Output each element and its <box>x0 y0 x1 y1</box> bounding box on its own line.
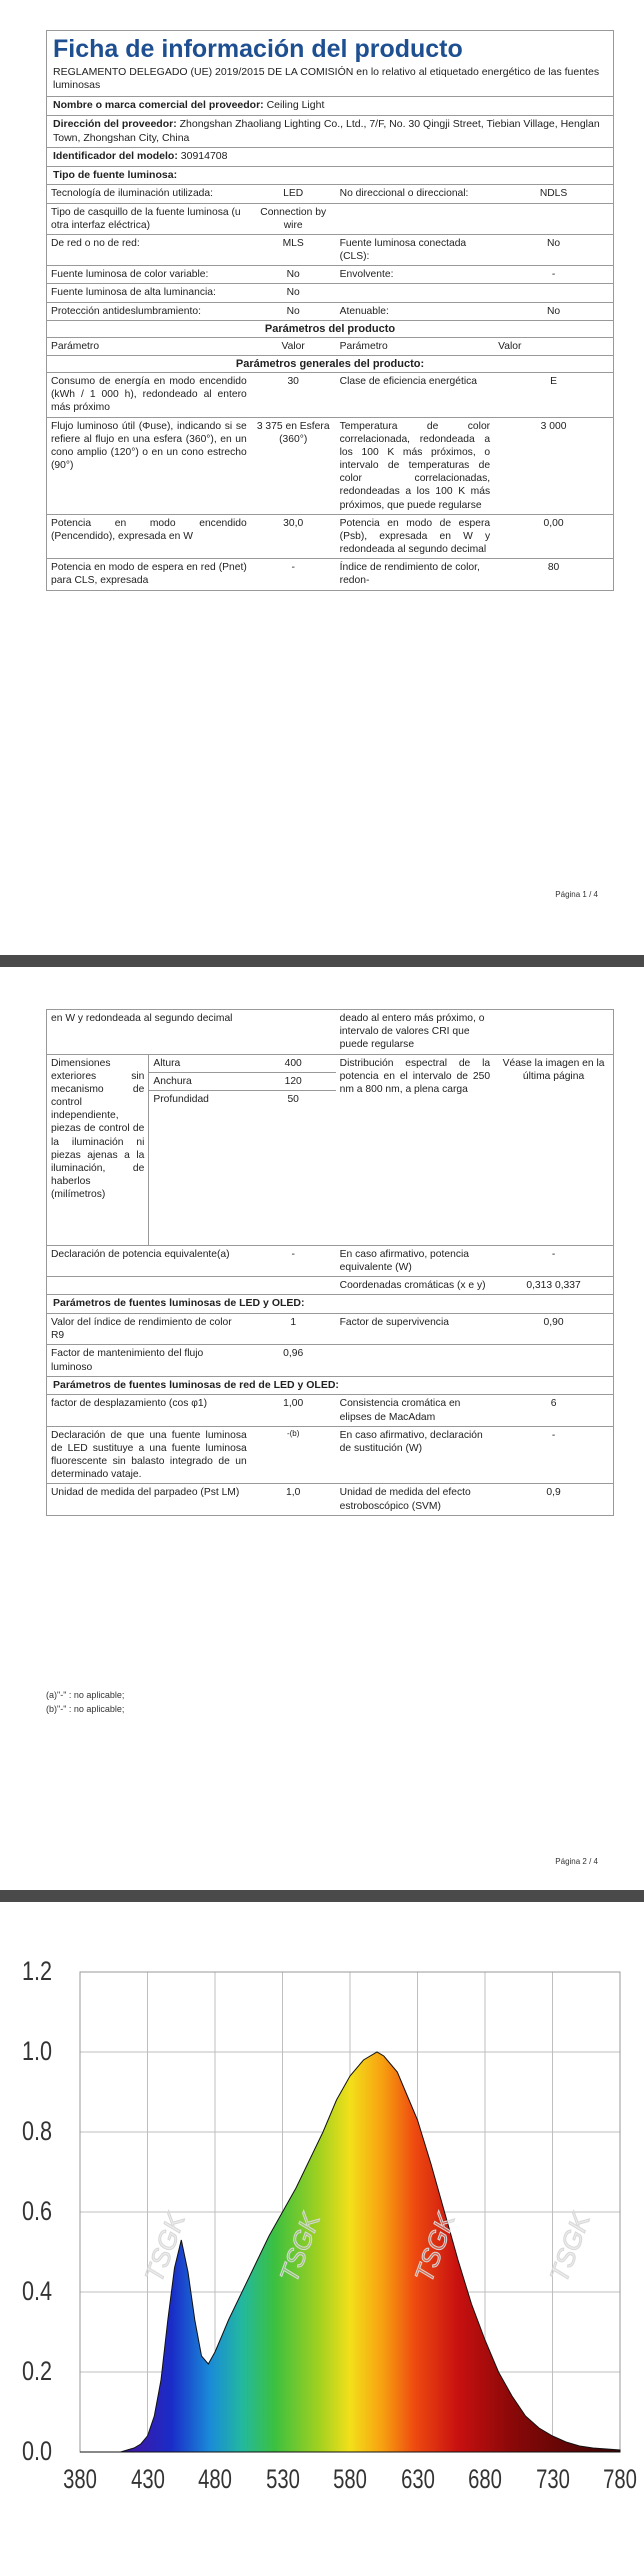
page-separator <box>0 955 644 967</box>
address-value: Zhongshan Zhaoliang Lighting Co., Ltd., 7/F, No. 30 Qingji Street, Tiebian Village, Henglan Town, Zhongshan City, China <box>53 117 600 144</box>
address-row <box>47 115 613 147</box>
params-header: Parámetros del producto <box>47 320 613 337</box>
y-tick-label: 0.6 <box>22 2196 53 2226</box>
table-row <box>47 559 613 590</box>
supplier-row <box>47 96 613 115</box>
cell-value: 6 <box>494 1395 613 1426</box>
y-tick-label: 1.2 <box>22 1956 53 1986</box>
page-number: Página 1 / 4 <box>555 890 598 899</box>
cell-value: -(b) <box>251 1426 336 1484</box>
cell-label: No direccional o direccional: <box>336 185 494 203</box>
cell-value: No <box>251 284 336 302</box>
cell-label <box>336 284 494 302</box>
cell-label: Tipo de casquillo de la fuente luminosa (u otra interfaz eléctrica) <box>47 203 251 234</box>
cell-value: - <box>494 266 613 284</box>
source-type-label: Tipo de fuente luminosa: <box>53 168 178 181</box>
cell-value: - <box>251 559 336 590</box>
cell-label: factor de desplazamiento (cos φ1) <box>47 1395 251 1426</box>
x-tick-label: 680 <box>468 2464 502 2494</box>
mains-led-params-header-text: Parámetros de fuentes luminosas de red de LED y OLED: <box>53 1378 339 1391</box>
cell-label: Distribución espectral de la potencia en el intervalo de 250 nm a 800 nm, a plena carga <box>336 1054 494 1245</box>
page-separator <box>0 1890 644 1902</box>
table-row <box>47 337 613 355</box>
address-label: Dirección del proveedor: <box>53 117 177 130</box>
cell-label: En caso afirmativo, declaración de sustitución (W) <box>336 1426 494 1484</box>
cell-value: 3 375 en Esfera (360°) <box>251 417 336 514</box>
x-tick-label: 380 <box>63 2464 97 2494</box>
table-row <box>47 373 613 418</box>
cell-label: Índice de rendimiento de color, redon- <box>336 559 494 590</box>
table-row <box>47 1345 613 1376</box>
dimension-label: Anchura <box>149 1072 251 1090</box>
y-tick-label: 1.0 <box>22 2036 53 2066</box>
cell-value: No <box>251 302 336 320</box>
cell-label: Clase de eficiencia energética <box>336 373 494 418</box>
x-tick-label: 530 <box>265 2464 300 2494</box>
cell-value: 0,00 <box>494 514 613 559</box>
product-info-sheet <box>46 30 614 591</box>
cell-value: 0,313 0,337 <box>494 1277 613 1295</box>
cell-value: No <box>494 234 613 265</box>
page-title: Ficha de información del producto <box>53 35 463 63</box>
led-params-header <box>47 1294 613 1313</box>
table-row <box>47 1426 613 1484</box>
cell-label: Envolvente: <box>336 266 494 284</box>
cell-label: Valor del índice de rendimiento de color R9 <box>47 1314 251 1345</box>
column-header: Valor <box>494 337 613 355</box>
watermark-text: TSGK <box>408 2209 461 2287</box>
footnotes <box>46 1689 124 1716</box>
page-1 <box>0 0 644 910</box>
cell-label: Fuente luminosa conectada (CLS): <box>336 234 494 265</box>
cell-label: en W y redondeada al segundo decimal <box>47 1010 251 1055</box>
cell-label: Potencia en modo de espera (Psb), expresada en W y redondeada al segundo decimal <box>336 514 494 559</box>
footnote-a: (a)"-" : no aplicable; <box>46 1690 125 1700</box>
mains-led-params-table <box>47 1394 613 1514</box>
cell-label: Fuente luminosa de color variable: <box>47 266 251 284</box>
cell-label: Potencia en modo encendido (Pencendido), expresada en W <box>47 514 251 559</box>
cell-value: 80 <box>494 559 613 590</box>
cell-label: Factor de mantenimiento del flujo luminoso <box>47 1345 251 1376</box>
cell-label: Factor de supervivencia <box>336 1314 494 1345</box>
general-params-header: Parámetros generales del producto: <box>47 355 613 372</box>
cell-value: No <box>494 302 613 320</box>
table-row <box>47 417 613 514</box>
regulation-text: REGLAMENTO DELEGADO (UE) 2019/2015 DE LA COMISIÓN en lo relativo al etiquetado energético de las fuentes luminosas <box>53 66 600 92</box>
cell-label: Consumo de energía en modo encendido (kWh / 1 000 h), redondeado al entero más próximo <box>47 373 251 418</box>
table-row <box>47 514 613 559</box>
cell-value: 0,9 <box>494 1484 613 1515</box>
table-row <box>47 1010 613 1055</box>
cell-value: 1,0 <box>251 1484 336 1515</box>
cell-label: Unidad de medida del parpadeo (Pst LM) <box>47 1484 251 1515</box>
cell-label: Atenuable: <box>336 302 494 320</box>
general-params-table <box>47 372 613 590</box>
cell-label <box>336 203 494 234</box>
column-header: Parámetro <box>336 337 494 355</box>
table-row <box>47 1395 613 1426</box>
model-value: 30914708 <box>180 150 228 163</box>
params-column-headers <box>47 337 613 355</box>
x-tick-label: 730 <box>535 2464 570 2494</box>
cell-value: No <box>251 266 336 284</box>
mains-led-params-header <box>47 1376 613 1395</box>
page-number: Página 2 / 4 <box>555 1857 598 1866</box>
table-row <box>47 1054 613 1072</box>
cell-value: - <box>251 1245 336 1276</box>
x-tick-label: 430 <box>130 2464 165 2494</box>
y-tick-label: 0.4 <box>22 2276 53 2306</box>
empty-cell <box>47 1277 251 1295</box>
cell-label: Dimensiones exteriores sin mecanismo de control independiente, piezas de control de la iluminación ni piezas ajenas a la iluminación, de haberlos (milímetros) <box>47 1054 149 1245</box>
cell-value: 3 000 <box>494 417 613 514</box>
model-label: Identificador del modelo: <box>53 150 178 163</box>
cell-label: Unidad de medida del efecto estroboscópico (SVM) <box>336 1484 494 1515</box>
cell-label: En caso afirmativo, potencia equivalente (W) <box>336 1245 494 1276</box>
cell-label: Temperatura de color correlacionada, redondeada a los 100 K más próximos, o intervalo de temperaturas de color correlacionadas, redondeadas a los 100 K más próximos, que puede regularse <box>336 417 494 514</box>
table-row <box>47 203 613 234</box>
cell-label: Coordenadas cromáticas (x e y) <box>336 1277 494 1295</box>
x-tick-label: 630 <box>400 2464 435 2494</box>
cell-value: 0,90 <box>494 1314 613 1345</box>
cell-value <box>494 1010 613 1055</box>
cell-label: Fuente luminosa de alta luminancia: <box>47 284 251 302</box>
cell-value: - <box>494 1426 613 1484</box>
cell-label: Tecnología de iluminación utilizada: <box>47 185 251 203</box>
y-tick-label: 0.8 <box>22 2116 53 2146</box>
led-params-header-text: Parámetros de fuentes luminosas de LED y OLED: <box>53 1297 305 1310</box>
cell-value <box>494 1345 613 1376</box>
x-tick-label: 780 <box>603 2464 637 2494</box>
table-row <box>47 1484 613 1515</box>
x-tick-label: 480 <box>198 2464 232 2494</box>
watermark-text: TSGK <box>543 2209 596 2287</box>
cell-value <box>251 1010 336 1055</box>
led-params-table <box>47 1313 613 1376</box>
page-2 <box>0 967 644 1890</box>
x-tick-label: 580 <box>333 2464 367 2494</box>
cell-value: NDLS <box>494 185 613 203</box>
table-row <box>47 1277 613 1295</box>
cell-value: MLS <box>251 234 336 265</box>
cell-label <box>336 1345 494 1376</box>
cell-label: deado al entero más próximo, o intervalo de valores CRI que puede regularse <box>336 1010 494 1055</box>
watermark-text: TSGK <box>273 2209 326 2287</box>
source-type-table <box>47 184 613 319</box>
cell-label: Declaración de que una fuente luminosa de LED sustituye a una fuente luminosa fluorescente sin balasto integrado de un determinado vataje. <box>47 1426 251 1484</box>
watermark-text: TSGK <box>138 2209 191 2287</box>
cell-value <box>494 284 613 302</box>
supplier-label: Nombre o marca comercial del proveedor: <box>53 99 264 112</box>
cell-label: De red o no de red: <box>47 234 251 265</box>
column-header: Valor <box>251 337 336 355</box>
cell-label: Consistencia cromática en elipses de MacAdam <box>336 1395 494 1426</box>
spectral-power-chart <box>20 1942 637 2542</box>
cell-label: Flujo luminoso útil (Φuse), indicando si se refiere al flujo en una esfera (360°), en un cono amplio (120°) o en un cono estrecho (90°) <box>47 417 251 514</box>
table-row <box>47 1314 613 1345</box>
table-row <box>47 234 613 265</box>
product-info-sheet-continued <box>46 1009 614 1516</box>
cell-label: Declaración de potencia equivalente(a) <box>47 1245 251 1276</box>
cell-value: 1 <box>251 1314 336 1345</box>
y-tick-label: 0.2 <box>22 2356 53 2386</box>
page-3 <box>0 1902 644 2560</box>
dimension-label: Profundidad <box>149 1090 251 1245</box>
cell-value: E <box>494 373 613 418</box>
column-header: Parámetro <box>47 337 251 355</box>
source-type-row <box>47 166 613 185</box>
table-row <box>47 185 613 203</box>
cell-value: 1,00 <box>251 1395 336 1426</box>
supplier-value: Ceiling Light <box>266 99 325 112</box>
dimension-value: 50 <box>251 1090 336 1245</box>
cell-value: 30 <box>251 373 336 418</box>
cell-value: 0,96 <box>251 1345 336 1376</box>
spectral-power-svg <box>20 1942 630 2502</box>
cell-value: Véase la imagen en la última página <box>494 1054 613 1245</box>
cell-value: 30,0 <box>251 514 336 559</box>
cell-label: Protección antideslumbramiento: <box>47 302 251 320</box>
empty-cell <box>251 1277 336 1295</box>
dimension-label: Altura <box>149 1054 251 1072</box>
cell-label: Potencia en modo de espera en red (Pnet) para CLS, expresada <box>47 559 251 590</box>
cell-value: - <box>494 1245 613 1276</box>
table-row <box>47 1245 613 1276</box>
model-row <box>47 147 613 166</box>
table-row <box>47 266 613 284</box>
table-row <box>47 302 613 320</box>
cell-value: LED <box>251 185 336 203</box>
table-row <box>47 284 613 302</box>
y-tick-label: 0.0 <box>22 2436 53 2466</box>
cell-value <box>494 203 613 234</box>
general-params-table-continued <box>47 1009 613 1294</box>
footnote-b: (b)"-" : no aplicable; <box>46 1703 125 1714</box>
cell-value: Connection by wire <box>251 203 336 234</box>
dimension-value: 400 <box>251 1054 336 1072</box>
dimension-value: 120 <box>251 1072 336 1090</box>
